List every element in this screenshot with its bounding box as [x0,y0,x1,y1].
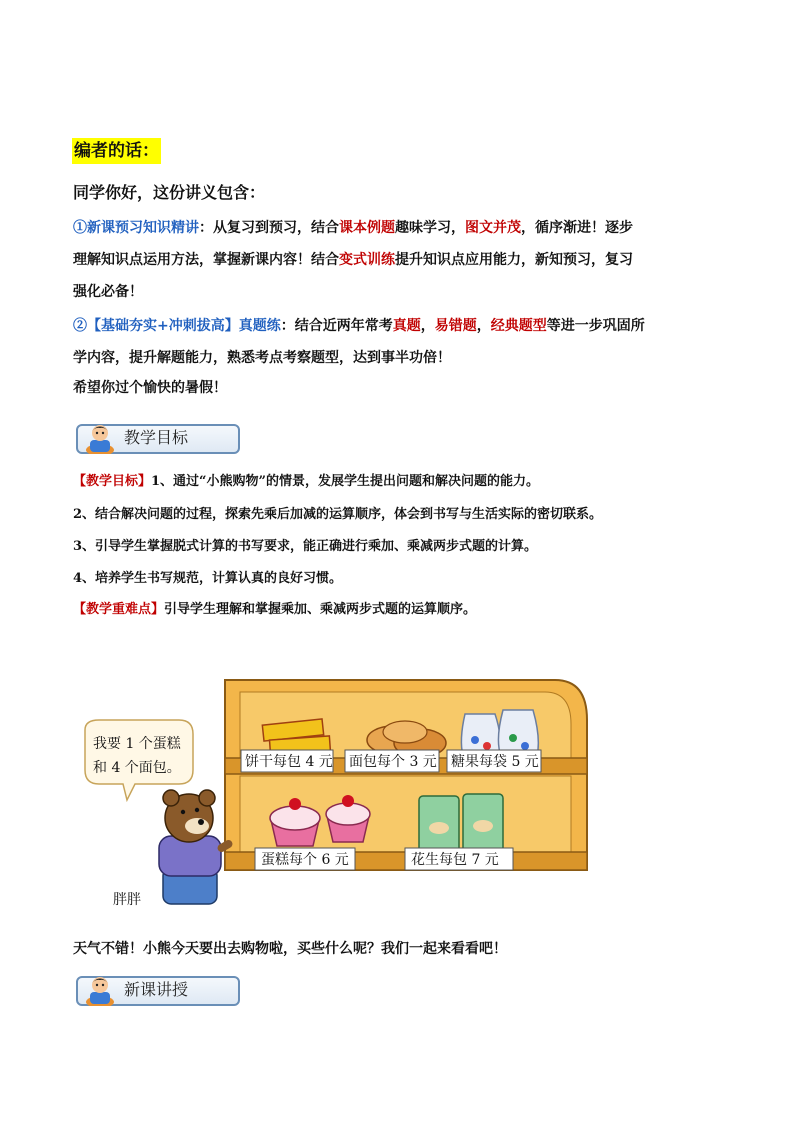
teacher-icon [80,420,120,454]
editor-title: 编者的话： [72,138,161,164]
price-cake: 蛋糕每个 6 元 [261,852,349,868]
price-bread: 面包每个 3 元 [349,754,437,770]
item1-line2: 理解知识点运用方法，掌握新课内容！结合变式训练提升知识点应用能力，新知预习，复习 [73,252,633,268]
teacher-icon [80,972,120,1006]
bear-icon [159,790,234,904]
speech-line-1: 我要 1 个蛋糕 [93,736,181,752]
item1-line1: ①新课预习知识精讲：从复习到预习，结合课本例题趣味学习，图文并茂，循序渐进！逐步 [73,220,633,236]
section-banner-goals [66,420,241,454]
item2-line2: 学内容，提升解题能力，熟悉考点考察题型，达到事半功倍！ [73,350,451,366]
price-biscuit: 饼干每包 4 元 [245,754,333,770]
key-point-line: 【教学重难点】引导学生理解和掌握乘加、乘减两步式题的运算顺序。 [73,602,477,617]
bear-name: 胖胖 [113,892,141,908]
item1-paragraph [73,212,723,308]
item2-line1: ②【基础夯实+冲刺拔高】真题练：结合近两年常考真题，易错题，经典题型等进一步巩固所 [73,318,645,334]
goal-line-3: 3、引导学生掌握脱式计算的书写要求，能正确进行乘加、乘减两步式题的计算。 [73,539,538,554]
price-peanut: 花生每包 7 元 [411,852,499,868]
item1-label: ①新课预习知识精讲 [73,220,199,236]
goal-line-4: 4、培养学生书写规范，计算认真的良好习惯。 [73,571,343,586]
item1-line3: 强化必备！ [73,284,143,300]
speech-bubble [85,720,193,800]
intro-sentence: 天气不错！小熊今天要出去购物啦，买些什么呢？我们一起来看看吧！ [73,941,507,957]
goal-line-1: 【教学目标】1、通过“小熊购物”的情景，发展学生提出问题和解决问题的能力。 [73,474,540,489]
price-candy: 糖果每袋 5 元 [451,754,539,770]
goal-line-2: 2、结合解决问题的过程，探索先乘后加减的运算顺序，体会到书写与生活实际的密切联系。 [73,507,603,522]
banner-new-lesson-label: 新课讲授 [124,980,189,999]
section-banner-new-lesson [66,972,241,1006]
greeting: 同学你好，这份讲义包含： [73,183,266,202]
item2-paragraph [73,310,723,374]
shop-illustration [75,640,595,920]
speech-line-2: 和 4 个面包。 [93,760,181,776]
item2-label: ②【基础夯实+冲刺拔高】真题练 [73,318,281,334]
closing-text: 希望你过个愉快的暑假！ [73,380,227,396]
banner-goals-label: 教学目标 [124,428,189,447]
